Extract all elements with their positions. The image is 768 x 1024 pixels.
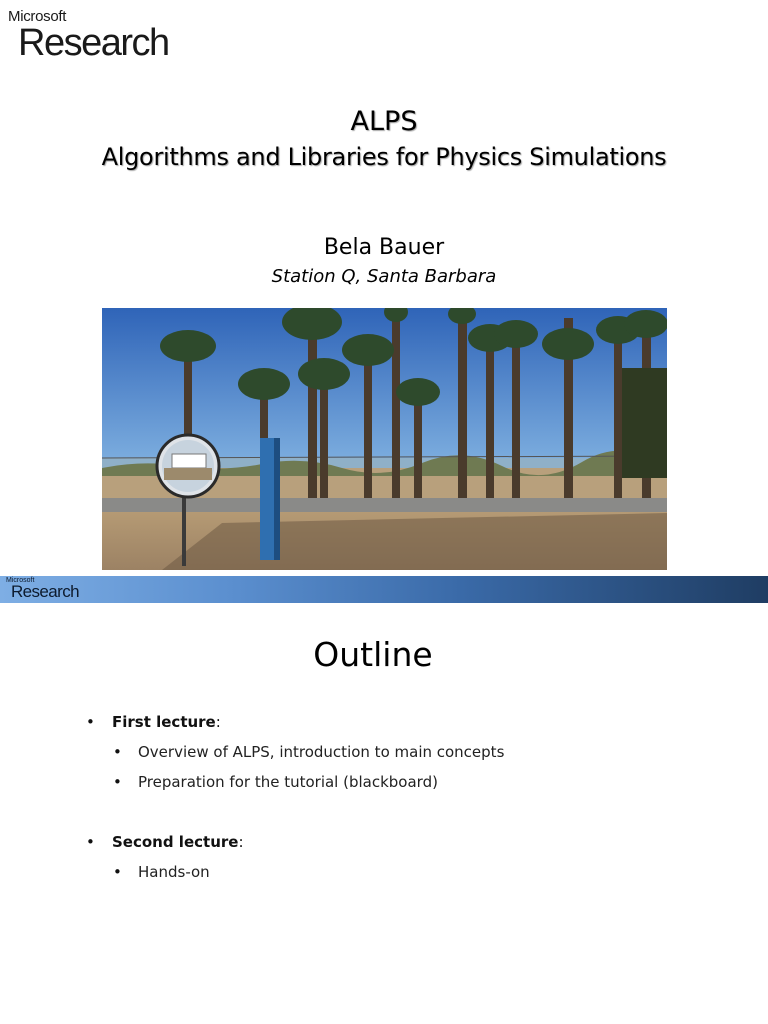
bullet-icon: • xyxy=(86,833,95,851)
bullet-icon: • xyxy=(113,773,122,791)
microsoft-research-logo xyxy=(8,8,188,64)
outline-title: Outline xyxy=(313,635,433,674)
sub-list-item xyxy=(86,860,726,890)
header-logo-research-text: Research xyxy=(11,582,79,601)
header-logo-microsoft-text: Microsoft xyxy=(6,577,35,584)
list-item-text xyxy=(112,830,244,854)
list-item xyxy=(86,830,726,860)
sub-list-item xyxy=(86,740,726,770)
bullet-icon: • xyxy=(113,743,122,761)
outline-slide xyxy=(0,576,768,1024)
author-block xyxy=(0,232,768,290)
sub-list-item xyxy=(86,770,726,800)
logo-microsoft-text: Microsoft xyxy=(8,8,67,25)
sub-list-item-text: Hands-on xyxy=(138,863,210,881)
sub-list-item-text: Overview of ALPS, introduction to main concepts xyxy=(138,743,505,761)
header-bar xyxy=(0,576,768,603)
list-item-suffix: : xyxy=(238,833,244,851)
author-affiliation: Station Q, Santa Barbara xyxy=(271,266,497,287)
slide-subtitle: Algorithms and Libraries for Physics Simulations xyxy=(101,143,667,171)
logo-research-text: Research xyxy=(18,22,169,64)
bullet-icon: • xyxy=(86,713,95,731)
list-item xyxy=(86,710,726,740)
list-item-suffix: : xyxy=(215,713,221,731)
bullet-icon: • xyxy=(113,863,122,881)
palm-trees-photo xyxy=(102,308,667,570)
list-item-text xyxy=(112,710,221,734)
title-block xyxy=(0,104,768,174)
sub-list-item-text: Preparation for the tutorial (blackboard) xyxy=(138,773,438,791)
bullet-list xyxy=(86,710,726,890)
slide-title: ALPS xyxy=(350,106,418,137)
list-item-heading: First lecture xyxy=(112,713,216,731)
author-name: Bela Bauer xyxy=(323,235,445,260)
list-item-heading: Second lecture xyxy=(112,833,239,851)
